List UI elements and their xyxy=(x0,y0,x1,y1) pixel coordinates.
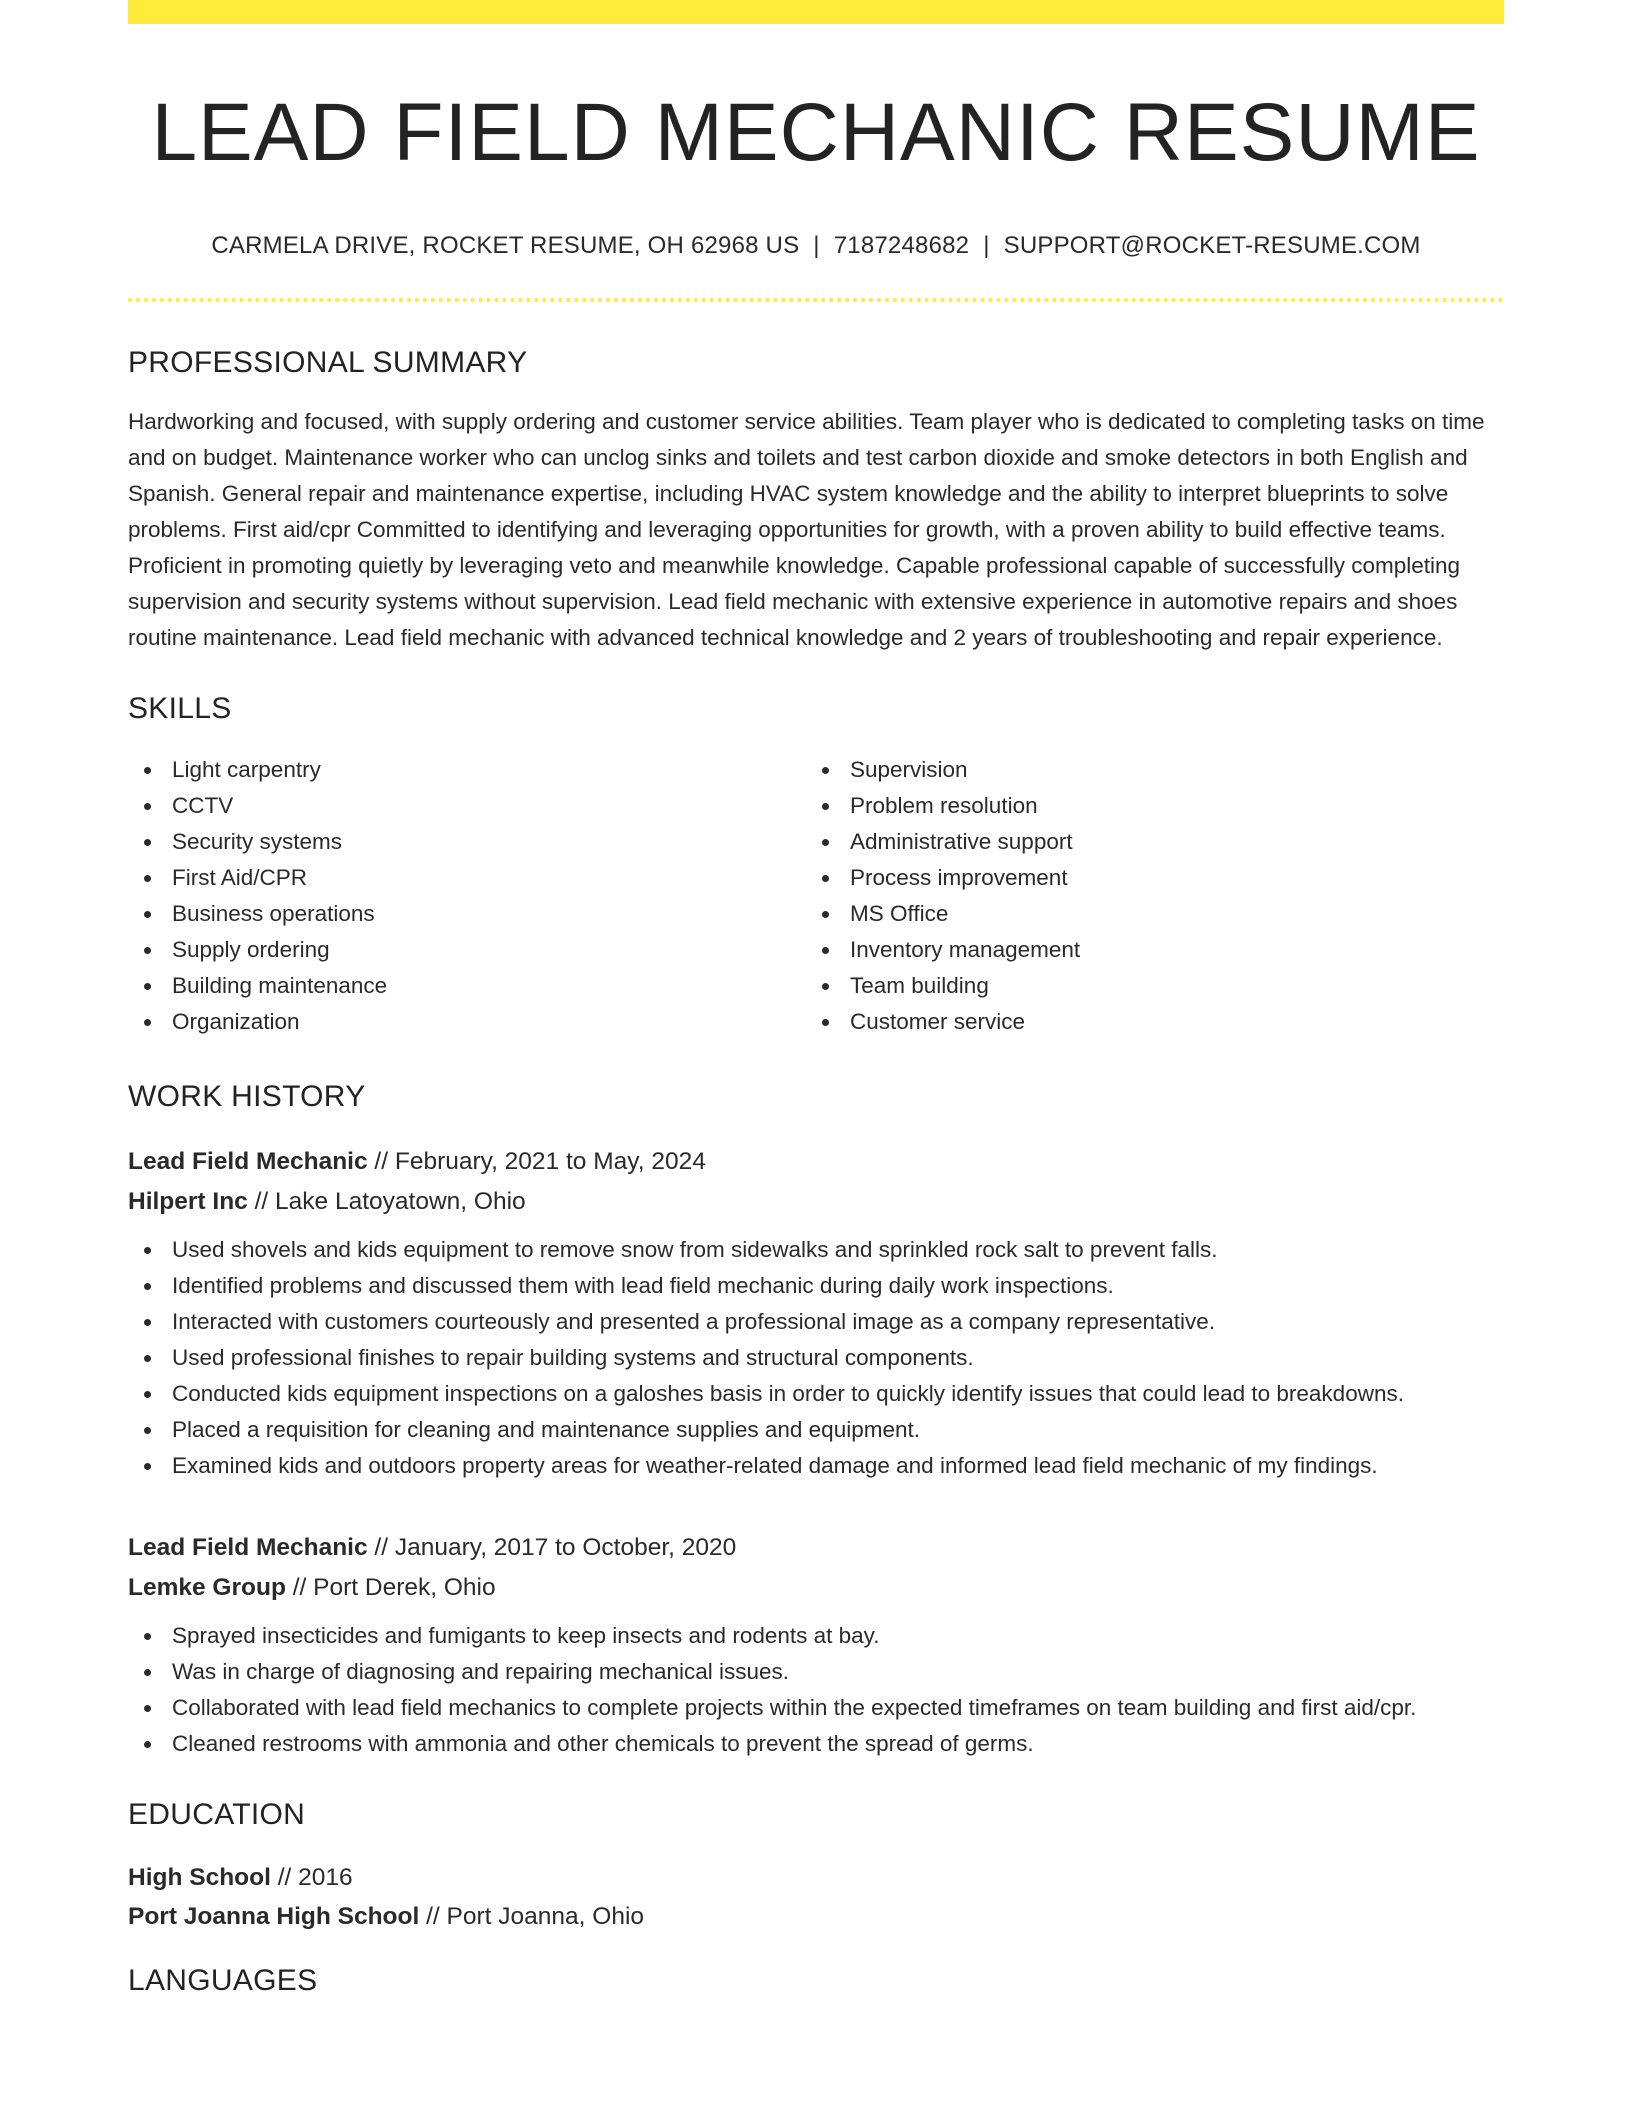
duty-item: Identified problems and discussed them with lead field mechanic during daily work inspections. xyxy=(172,1268,1504,1304)
skill-item: Business operations xyxy=(172,896,806,932)
skill-item: CCTV xyxy=(172,788,806,824)
job-dates: // January, 2017 to October, 2020 xyxy=(367,1534,737,1562)
skill-item: Problem resolution xyxy=(850,788,1484,824)
job-company-line xyxy=(128,1182,1504,1222)
duty-item: Cleaned restrooms with ammonia and other chemicals to prevent the spread of germs. xyxy=(172,1726,1504,1762)
job-location: // Lake Latoyatown, Ohio xyxy=(247,1188,526,1216)
job-company-line xyxy=(128,1568,1504,1608)
job-entry xyxy=(128,1142,1504,1484)
skill-item: Customer service xyxy=(850,1004,1484,1040)
duty-item: Was in charge of diagnosing and repairing mechanical issues. xyxy=(172,1654,1504,1690)
skill-item: Inventory management xyxy=(850,932,1484,968)
duty-item: Conducted kids equipment inspections on a galoshes basis in order to quickly identify issues that could lead to breakdowns. xyxy=(172,1376,1504,1412)
job-title: Lead Field Mechanic xyxy=(128,1148,368,1176)
job-duties xyxy=(128,1618,1504,1762)
education-location: // Port Joanna, Ohio xyxy=(419,1903,645,1931)
contact-phone: 7187248682 xyxy=(833,232,970,260)
resume-page xyxy=(128,0,1504,1998)
summary-heading: PROFESSIONAL SUMMARY xyxy=(128,346,528,380)
skills-heading: SKILLS xyxy=(128,692,232,726)
contact-separator: | xyxy=(813,232,820,260)
skill-item: Process improvement xyxy=(850,860,1484,896)
skill-item: Organization xyxy=(172,1004,806,1040)
job-dates: // February, 2021 to May, 2024 xyxy=(367,1148,706,1176)
education-school-line xyxy=(128,1897,1504,1936)
skills-columns xyxy=(128,752,1504,1040)
duty-item: Sprayed insecticides and fumigants to keep insects and rodents at bay. xyxy=(172,1618,1504,1654)
job-title-line xyxy=(128,1528,1504,1568)
dotted-divider xyxy=(128,298,1504,302)
skill-item: Supply ordering xyxy=(172,932,806,968)
accent-bar xyxy=(128,0,1504,24)
skill-item: Supervision xyxy=(850,752,1484,788)
job-entry xyxy=(128,1528,1504,1762)
duty-item: Interacted with customers courteously and presented a professional image as a company representative. xyxy=(172,1304,1504,1340)
education-school: Port Joanna High School xyxy=(128,1903,420,1931)
duty-item: Collaborated with lead field mechanics to complete projects within the expected timeframes on team building and first aid/cpr. xyxy=(172,1690,1504,1726)
job-company: Hilpert Inc xyxy=(128,1188,248,1216)
skill-item: Security systems xyxy=(172,824,806,860)
skill-item: MS Office xyxy=(850,896,1484,932)
education-heading: EDUCATION xyxy=(128,1798,306,1832)
job-duties xyxy=(128,1232,1504,1484)
contact-email: SUPPORT@ROCKET-RESUME.COM xyxy=(1003,232,1421,260)
duty-item: Examined kids and outdoors property areas for weather-related damage and informed lead field mechanic of my findings. xyxy=(172,1448,1504,1484)
skill-item: Administrative support xyxy=(850,824,1484,860)
contact-separator: | xyxy=(983,232,990,260)
skills-list-left xyxy=(128,752,806,1040)
education-year: // 2016 xyxy=(270,1864,353,1892)
duty-item: Used shovels and kids equipment to remove snow from sidewalks and sprinkled rock salt to prevent falls. xyxy=(172,1232,1504,1268)
skill-item: First Aid/CPR xyxy=(172,860,806,896)
duty-item: Placed a requisition for cleaning and maintenance supplies and equipment. xyxy=(172,1412,1504,1448)
contact-address: CARMELA DRIVE, ROCKET RESUME, OH 62968 US xyxy=(211,232,800,260)
resume-title: LEAD FIELD MECHANIC RESUME xyxy=(151,87,1481,178)
skill-item: Team building xyxy=(850,968,1484,1004)
job-company: Lemke Group xyxy=(128,1574,286,1602)
work-history-heading: WORK HISTORY xyxy=(128,1080,366,1114)
job-location: // Port Derek, Ohio xyxy=(285,1574,496,1602)
skill-item: Building maintenance xyxy=(172,968,806,1004)
education-degree: High School xyxy=(128,1864,271,1892)
summary-text: Hardworking and focused, with supply ordering and customer service abilities. Team player who is dedicated to completing tasks on time and on budget. Maintenance worker who can unclog sinks and toilets and test carbon dioxide and smoke detectors in both English and Spanish. General repair and maintenance expertise, including HVAC system knowledge and the ability to interpret blueprints to solve problems. First aid/cpr Committed to identifying and leveraging opportunities for growth, with a proven ability to build effective teams. Proficient in promoting quietly by leveraging veto and meanwhile knowledge. Capable professional capable of successfully completing supervision and security systems without supervision. Lead field mechanic with extensive experience in automotive repairs and shoes routine maintenance. Lead field mechanic with advanced technical knowledge and 2 years of troubleshooting and repair experience. xyxy=(128,409,1485,651)
duty-item: Used professional finishes to repair building systems and structural components. xyxy=(172,1340,1504,1376)
contact-line xyxy=(128,232,1504,260)
skill-item: Light carpentry xyxy=(172,752,806,788)
job-title: Lead Field Mechanic xyxy=(128,1534,368,1562)
languages-heading: LANGUAGES xyxy=(128,1964,318,1998)
job-title-line xyxy=(128,1142,1504,1182)
education-entry xyxy=(128,1858,1504,1936)
skills-list-right xyxy=(806,752,1484,1040)
education-degree-line xyxy=(128,1858,1504,1897)
